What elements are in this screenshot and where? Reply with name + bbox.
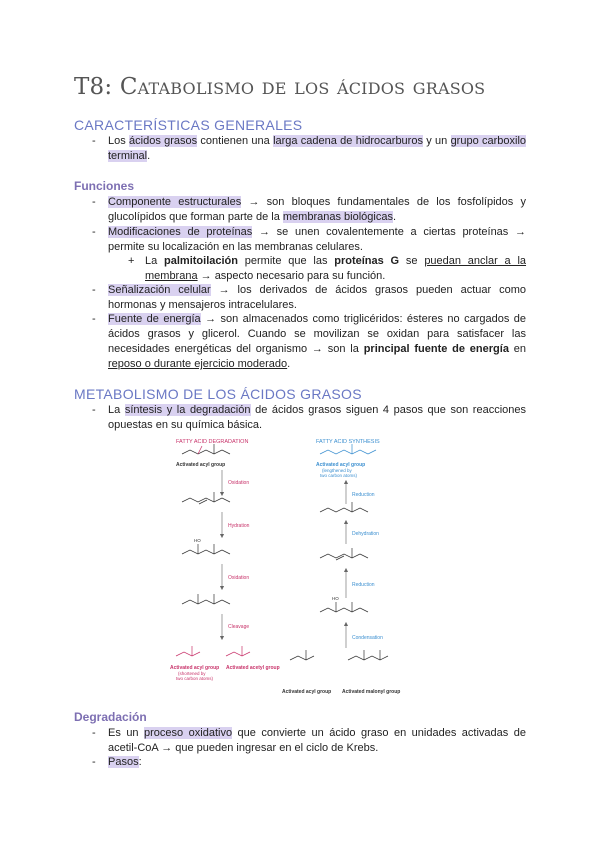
paragraph-degradacion: Es un proceso oxidativo que convierte un ácido graso en unidades activadas de acetil-CoA → que pueden ingresar en el ciclo de Krebs. bbox=[108, 727, 526, 754]
left-figure-title: FATTY ACID DEGRADATION bbox=[176, 439, 249, 445]
item-palmitoilacion: La palmitoilación permite que las proteínas G se puedan anclar a la membrana → aspecto necesario para su función. bbox=[145, 255, 527, 282]
left-step-3: Oxidation bbox=[228, 575, 250, 581]
item-pasos: Pasos: bbox=[108, 756, 142, 768]
right-bottom-label-2: Activated malonyl group bbox=[342, 689, 401, 695]
right-molecule-3 bbox=[320, 548, 368, 560]
item-fuente: Fuente de energía → son almacenados como triglicéridos: ésteres no cargados de ácidos grasos y glicerol. Cuando se movilizan se oxidan para satisfacer las necesidades energéticas del organismo → son la principal fuente de energía en reposo o durante ejercicio moderado. bbox=[108, 313, 527, 370]
right-top-label: Activated acyl group bbox=[316, 462, 366, 468]
left-bottom-label-1: Activated acyl group bbox=[170, 665, 220, 671]
section-metabolismo: METABOLISMO DE LOS ÁCIDOS GRASOS bbox=[74, 386, 362, 402]
right-step-1: Reduction bbox=[352, 492, 375, 498]
left-bottom-sub-2: two carbon atoms) bbox=[176, 676, 214, 681]
highlight: Componente estructurales bbox=[108, 196, 242, 208]
highlight: Fuente de energía bbox=[108, 313, 201, 325]
bullet-plus: + bbox=[128, 255, 135, 267]
bullet-dash: - bbox=[92, 727, 96, 739]
highlight: membranas biológicas bbox=[282, 211, 393, 223]
right-molecule-5 bbox=[290, 650, 388, 660]
left-step-1: Oxidation bbox=[228, 480, 250, 486]
right-step-3: Reduction bbox=[352, 582, 375, 588]
left-step-4: Cleavage bbox=[228, 624, 250, 630]
left-molecule-3 bbox=[182, 544, 230, 554]
right-step-2: Dehydration bbox=[352, 531, 379, 537]
right-bottom-label-1: Activated acyl group bbox=[282, 689, 332, 695]
bullet-dash: - bbox=[92, 135, 96, 147]
subsection-funciones: Funciones bbox=[74, 179, 135, 193]
right-step-4: Condensation bbox=[352, 635, 383, 641]
left-bottom-sub-1: (shortened by bbox=[178, 671, 206, 676]
highlight: grupo carboxilo terminal bbox=[108, 135, 527, 162]
highlight: Modificaciones de proteínas bbox=[108, 226, 253, 238]
highlight: Señalización celular bbox=[108, 284, 211, 296]
left-molecule-2 bbox=[182, 492, 230, 504]
paragraph-sintesis: La síntesis y la degradación de ácidos grasos siguen 4 pasos que son reacciones opuestas en su química básica. bbox=[108, 404, 526, 431]
bullet-dash: - bbox=[92, 226, 96, 238]
highlight: síntesis y la degradación bbox=[124, 404, 251, 416]
left-step-2: Hydration bbox=[228, 523, 250, 529]
left-bottom-label-2: Activated acetyl group bbox=[226, 665, 280, 671]
bullet-dash: - bbox=[92, 756, 96, 768]
right-top-sub-2: two carbon atoms) bbox=[320, 473, 358, 478]
right-molecule-2 bbox=[320, 502, 368, 512]
right-top-sub-1: (lengthened by bbox=[322, 468, 352, 473]
bullet-dash: - bbox=[92, 284, 96, 296]
left-molecule-4 bbox=[182, 594, 230, 604]
left-molecule-5 bbox=[176, 646, 250, 656]
left-mol3-label: HO bbox=[194, 538, 201, 543]
highlight: proceso oxidativo bbox=[144, 727, 233, 739]
subsection-degradacion: Degradación bbox=[74, 710, 147, 724]
fatty-acid-figure bbox=[170, 432, 430, 702]
bullet-dash: - bbox=[92, 404, 96, 416]
page-title: T8: Catabolismo de los ácidos grasos bbox=[74, 74, 486, 100]
bullet-dash: - bbox=[92, 196, 96, 208]
right-molecule-1 bbox=[320, 444, 376, 454]
highlight: larga cadena de hidrocarburos bbox=[273, 135, 423, 147]
left-molecule-1 bbox=[182, 444, 230, 454]
paragraph-acidos: Los ácidos grasos contienen una larga cadena de hidrocarburos y un grupo carboxilo terminal. bbox=[108, 135, 527, 162]
section-caracteristicas: CARACTERÍSTICAS GENERALES bbox=[74, 117, 303, 133]
highlight: ácidos grasos bbox=[129, 135, 198, 147]
highlight: Pasos bbox=[108, 756, 139, 768]
bullet-dash: - bbox=[92, 313, 96, 325]
right-figure-title: FATTY ACID SYNTHESIS bbox=[316, 439, 380, 445]
item-senalizacion: Señalización celular → los derivados de ácidos grasos pueden actuar como hormonas y mensajeros intracelulares. bbox=[108, 284, 526, 311]
item-modificaciones: Modificaciones de proteínas → se unen covalentemente a ciertas proteínas → permite su localización en las membranas celulares. bbox=[108, 226, 527, 253]
left-top-label: Activated acyl group bbox=[176, 462, 226, 468]
right-mol4-label: HO bbox=[332, 596, 339, 601]
item-componente: Componente estructurales → son bloques fundamentales de los fosfolípidos y glucolípidos que forman parte de la membranas biológicas. bbox=[108, 196, 526, 223]
right-molecule-4 bbox=[320, 602, 368, 612]
